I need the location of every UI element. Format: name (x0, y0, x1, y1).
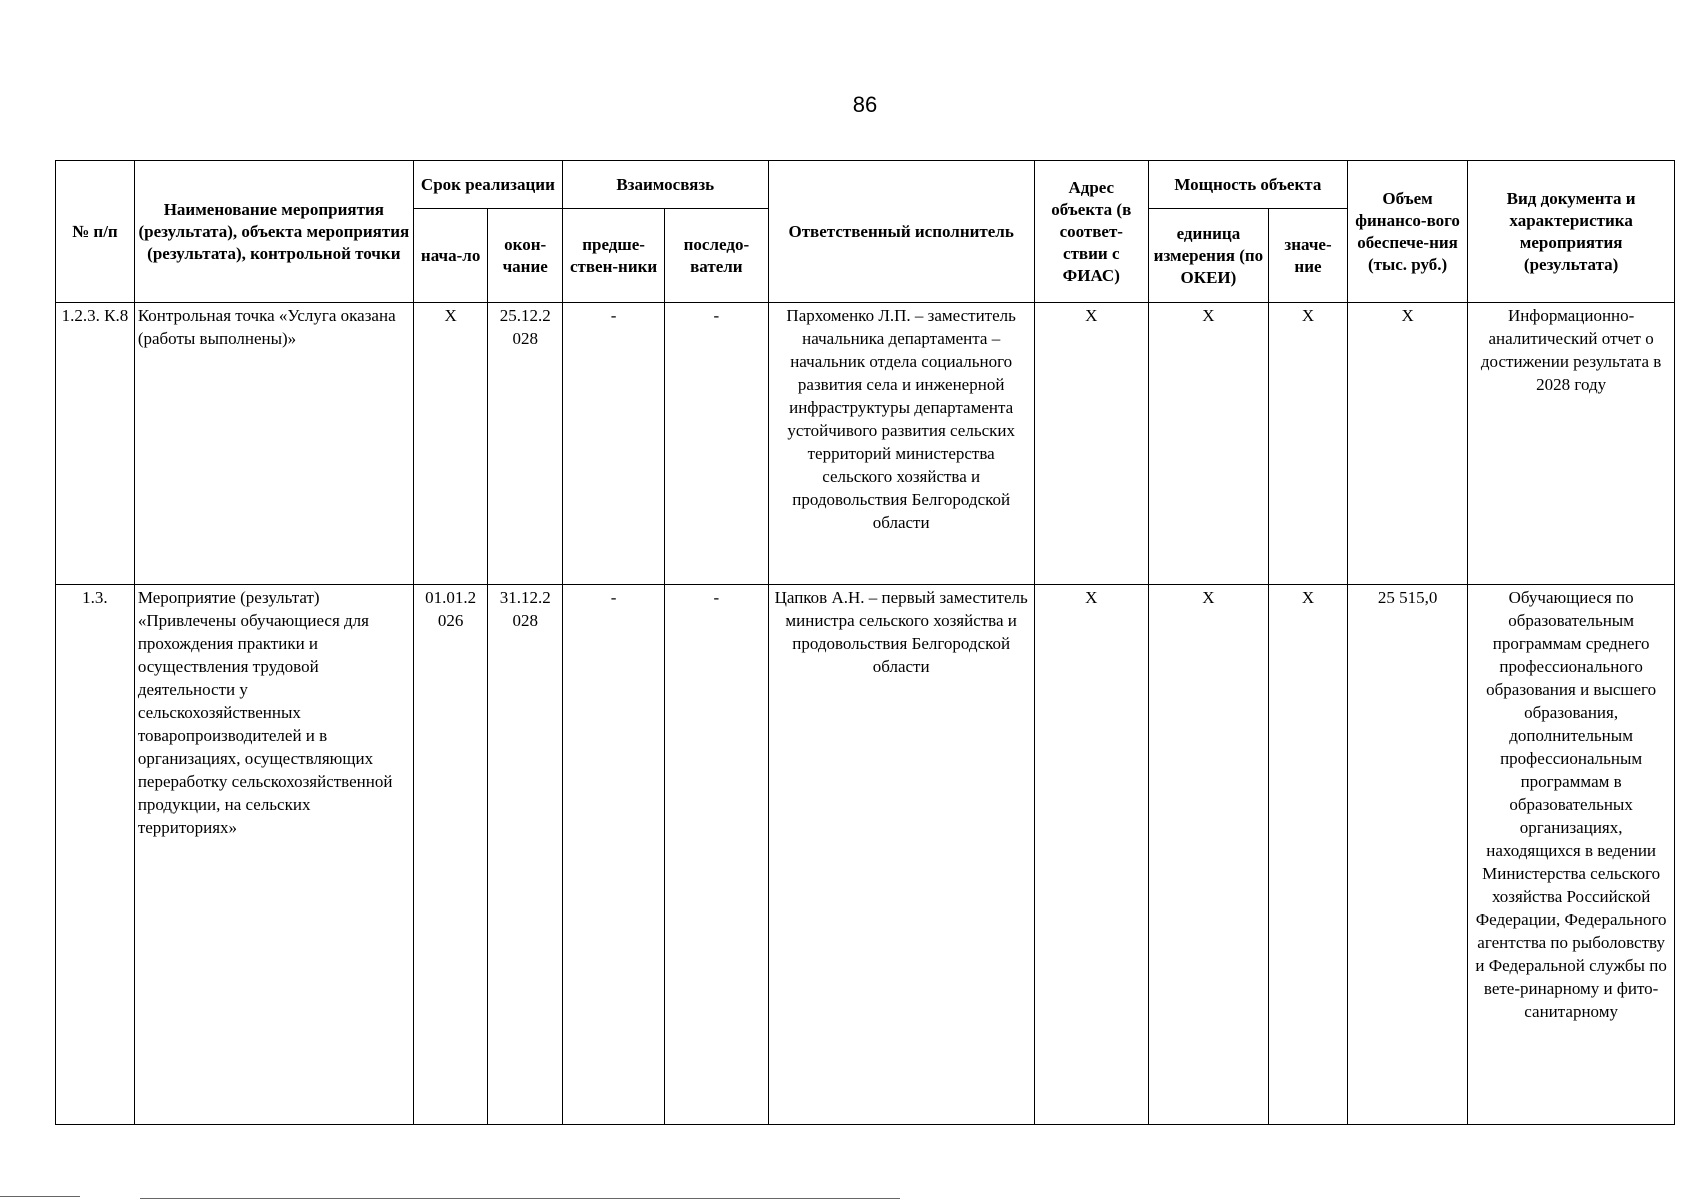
header-term-end: окон-чание (488, 209, 563, 303)
cell-start: X (413, 303, 488, 585)
header-capacity: Мощность объекта (1148, 161, 1347, 209)
cell-funding: X (1347, 303, 1467, 585)
cell-value: X (1269, 585, 1348, 1125)
header-capacity-value: значе-ние (1269, 209, 1348, 303)
cell-end: 25.12.2 028 (488, 303, 563, 585)
cell-start: 01.01.2 026 (413, 585, 488, 1125)
cell-doc: Информационно-аналитический отчет о достижении результата в 2028 году (1468, 303, 1675, 585)
header-name: Наименование мероприятия (результата), объекта мероприятия (результата), контрольной точки (134, 161, 413, 303)
cell-address: X (1034, 303, 1148, 585)
cell-name: Контрольная точка «Услуга оказана (работы выполнены)» (134, 303, 413, 585)
table-row (56, 303, 1675, 585)
cell-num: 1.3. (56, 585, 135, 1125)
plan-table (55, 160, 1675, 1125)
header-num: № п/п (56, 161, 135, 303)
header-term-start: нача-ло (413, 209, 488, 303)
scan-artifact-line (140, 1198, 900, 1199)
cell-succ: - (665, 303, 768, 585)
table-row (56, 585, 1675, 1125)
cell-pred: - (562, 585, 664, 1125)
header-link: Взаимосвязь (562, 161, 768, 209)
cell-pred: - (562, 303, 664, 585)
header-funding: Объем финансо-вого обеспече-ния (тыс. руб.) (1347, 161, 1467, 303)
cell-unit: X (1148, 303, 1268, 585)
scan-artifact-line (0, 1196, 80, 1197)
cell-end: 31.12.2 028 (488, 585, 563, 1125)
header-link-pred: предше-ствен-ники (562, 209, 664, 303)
cell-doc: Обучающиеся по образовательным программам среднего профессионального образования и высшего образования, дополнительным профессиональным программам в образовательных организациях, находящихся в ведении Министерства сельского хозяйства Российской Федерации, Федерального агентства по рыболовству и Федеральной службы по вете-ринарному и фито-санитарному (1468, 585, 1675, 1125)
cell-num: 1.2.3. К.8 (56, 303, 135, 585)
header-link-succ: последо-ватели (665, 209, 768, 303)
header-capacity-unit: единица измерения (по ОКЕИ) (1148, 209, 1268, 303)
cell-responsible: Цапков А.Н. – первый заместитель министра сельского хозяйства и продовольствия Белгородской области (768, 585, 1034, 1125)
header-doc: Вид документа и характеристика мероприятия (результата) (1468, 161, 1675, 303)
cell-responsible: Пархоменко Л.П. – заместитель начальника департамента – начальник отдела социального развития села и инженерной инфраструктуры департамента устойчивого развития сельских территорий министерства сельского хозяйства и продовольствия Белгородской области (768, 303, 1034, 585)
cell-succ: - (665, 585, 768, 1125)
cell-value: X (1269, 303, 1348, 585)
header-address: Адрес объекта (в соответ-ствии с ФИАС) (1034, 161, 1148, 303)
cell-address: X (1034, 585, 1148, 1125)
header-responsible: Ответственный исполнитель (768, 161, 1034, 303)
table-header (56, 161, 1675, 303)
header-term: Срок реализации (413, 161, 562, 209)
page-number: 86 (852, 92, 878, 117)
cell-name: Мероприятие (результат) «Привлечены обучающиеся для прохождения практики и осуществления трудовой деятельности у сельскохозяйственных товаропроизводителей и в организациях, осуществляющих переработку сельскохозяйственной продукции, на сельских территориях» (134, 585, 413, 1125)
cell-unit: X (1148, 585, 1268, 1125)
cell-funding: 25 515,0 (1347, 585, 1467, 1125)
